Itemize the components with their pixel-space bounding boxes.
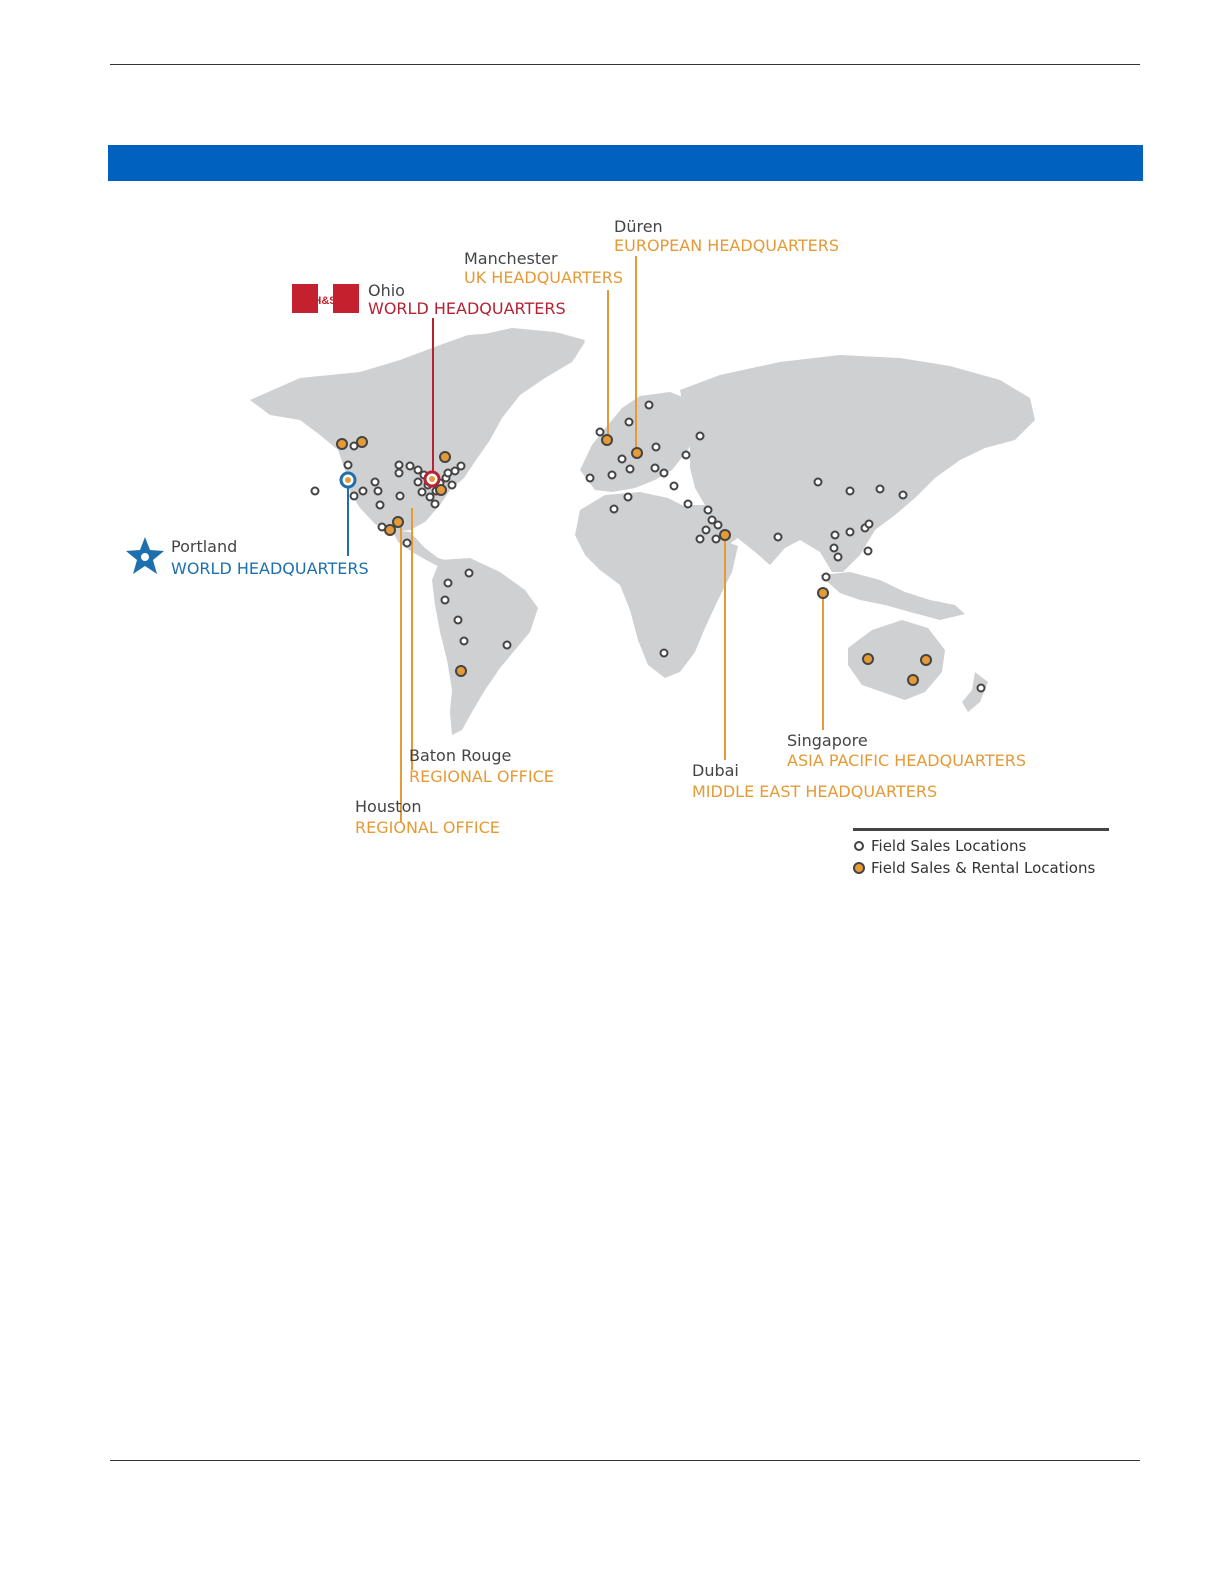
legend-field-sales-icon xyxy=(855,842,863,850)
houston-city-label: Houston xyxy=(355,797,422,816)
field-sales-dot xyxy=(415,479,422,486)
field-sales-dot xyxy=(372,479,379,486)
field-sales-dot xyxy=(407,463,414,470)
field-sales-dot xyxy=(835,554,842,561)
hq-marker-ohio-core xyxy=(429,476,435,482)
dubai-city-label: Dubai xyxy=(692,761,739,780)
field-rental-dot xyxy=(456,666,466,676)
field-rental-dot xyxy=(818,588,828,598)
hs-logo-text: H&S xyxy=(313,295,337,307)
field-sales-dot xyxy=(611,506,618,513)
field-rental-dot xyxy=(720,530,730,540)
field-sales-dot xyxy=(815,479,822,486)
field-sales-dot xyxy=(683,452,690,459)
field-sales-dot xyxy=(685,501,692,508)
field-sales-dot xyxy=(432,501,439,508)
hs-logo xyxy=(292,284,359,313)
field-sales-dot xyxy=(466,570,473,577)
dubai-role-label: MIDDLE EAST HEADQUARTERS xyxy=(692,782,938,801)
field-sales-dot xyxy=(847,488,854,495)
field-sales-dot xyxy=(832,532,839,539)
field-sales-dot xyxy=(377,502,384,509)
field-sales-dot xyxy=(396,470,403,477)
legend xyxy=(853,828,1109,877)
portland-star-icon xyxy=(126,537,164,574)
field-sales-dot xyxy=(587,475,594,482)
field-sales-dot xyxy=(626,419,633,426)
field-sales-dot xyxy=(504,642,511,649)
field-rental-dot xyxy=(632,448,642,458)
field-sales-dot xyxy=(661,470,668,477)
field-sales-dot xyxy=(445,470,452,477)
legend-field-rental-icon xyxy=(854,863,864,873)
field-sales-dot xyxy=(877,486,884,493)
field-rental-dot xyxy=(357,437,367,447)
hq-marker-portland-core xyxy=(345,477,351,483)
field-sales-dot xyxy=(697,536,704,543)
field-sales-dot xyxy=(715,522,722,529)
field-sales-dot xyxy=(653,444,660,451)
field-rental-dot xyxy=(863,654,873,664)
field-sales-dot xyxy=(397,493,404,500)
field-rental-dot xyxy=(602,435,612,445)
field-sales-dot xyxy=(671,483,678,490)
legend-rule xyxy=(853,828,1109,831)
field-rental-dot xyxy=(393,517,403,527)
field-sales-dot xyxy=(661,650,668,657)
field-sales-dot xyxy=(445,580,452,587)
land-europe xyxy=(580,392,700,492)
field-sales-dot xyxy=(619,456,626,463)
field-sales-dot xyxy=(455,617,462,624)
duren-city-label: Düren xyxy=(614,217,663,236)
field-rental-dot xyxy=(385,525,395,535)
manchester-city-label: Manchester xyxy=(464,249,558,268)
legend-field-sales-label: Field Sales Locations xyxy=(871,837,1027,855)
ohio-role-label: WORLD HEADQUARTERS xyxy=(368,299,566,318)
field-sales-dot xyxy=(847,529,854,536)
field-sales-dot xyxy=(609,472,616,479)
baton-rouge-role-label: REGIONAL OFFICE xyxy=(409,767,554,786)
field-rental-dot xyxy=(921,655,931,665)
field-sales-dot xyxy=(597,429,604,436)
field-sales-dot xyxy=(404,540,411,547)
field-sales-dot xyxy=(831,545,838,552)
field-rental-dot xyxy=(908,675,918,685)
field-sales-dot xyxy=(396,462,403,469)
field-sales-dot xyxy=(360,488,367,495)
field-rental-dot xyxy=(436,485,446,495)
field-sales-dot xyxy=(375,488,382,495)
land-new-zealand xyxy=(962,672,988,712)
field-sales-dot xyxy=(419,489,426,496)
field-sales-dot xyxy=(458,463,465,470)
houston-role-label: REGIONAL OFFICE xyxy=(355,818,500,837)
legend-field-rental-label: Field Sales & Rental Locations xyxy=(871,859,1096,877)
field-sales-dot xyxy=(312,488,319,495)
field-sales-dot xyxy=(442,597,449,604)
field-sales-dot xyxy=(703,527,710,534)
singapore-city-label: Singapore xyxy=(787,731,868,750)
field-sales-dot xyxy=(866,521,873,528)
duren-role-label: EUROPEAN HEADQUARTERS xyxy=(614,236,840,255)
field-sales-dot xyxy=(823,574,830,581)
field-sales-dot xyxy=(345,462,352,469)
field-sales-dot xyxy=(865,548,872,555)
field-sales-dot xyxy=(705,507,712,514)
field-sales-dot xyxy=(978,685,985,692)
field-sales-dot xyxy=(461,638,468,645)
land-masses xyxy=(250,328,1035,735)
field-sales-dot xyxy=(652,465,659,472)
field-sales-dot xyxy=(449,482,456,489)
field-rental-dot xyxy=(440,452,450,462)
star-center xyxy=(141,553,149,561)
portland-city-label: Portland xyxy=(171,537,238,556)
singapore-role-label: ASIA PACIFIC HEADQUARTERS xyxy=(787,751,1026,770)
field-sales-dot xyxy=(900,492,907,499)
field-sales-dot xyxy=(646,402,653,409)
field-sales-dot xyxy=(697,433,704,440)
field-rental-dot xyxy=(337,439,347,449)
field-sales-dot xyxy=(427,494,434,501)
manchester-role-label: UK HEADQUARTERS xyxy=(464,268,624,287)
field-sales-dot xyxy=(775,534,782,541)
land-southeast-asia xyxy=(820,572,965,620)
baton-rouge-city-label: Baton Rouge xyxy=(409,746,512,765)
hs-logo-s xyxy=(333,284,359,313)
field-sales-dot xyxy=(625,494,632,501)
field-sales-dot xyxy=(627,466,634,473)
portland-role-label: WORLD HEADQUARTERS xyxy=(171,559,369,578)
field-sales-dot xyxy=(713,536,720,543)
field-sales-dot xyxy=(351,493,358,500)
ohio-city-label: Ohio xyxy=(368,281,405,300)
